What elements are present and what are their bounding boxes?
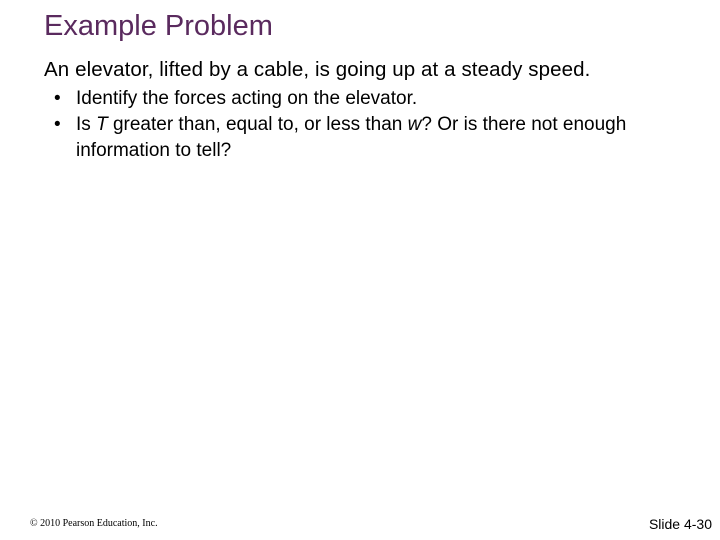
bullet-text-segment: Is [76, 114, 97, 135]
bullet-item [46, 86, 666, 112]
footer-copyright: © 2010 Pearson Education, Inc. [30, 518, 158, 529]
bullet-text-segment: greater than, equal to, or less than [107, 114, 408, 135]
bullet-text [76, 88, 417, 109]
bullet-item [46, 112, 666, 164]
tension-variable: T [96, 114, 108, 135]
bullet-text [76, 114, 626, 161]
bullet-list [46, 86, 666, 164]
bullet-text-segment: Identify the forces acting on the elevator. [76, 88, 418, 109]
intro-text: An elevator, lifted by a cable, is going up at a steady speed. [44, 58, 591, 81]
bullet-text-segment: ? Or is there not enough information to tell? [76, 114, 627, 161]
slide-number: Slide 4-30 [648, 516, 712, 532]
weight-variable: w [407, 114, 422, 135]
slide-title: Example Problem [44, 10, 273, 42]
bullet-icon: • [54, 114, 61, 135]
bullet-icon: • [54, 88, 61, 109]
